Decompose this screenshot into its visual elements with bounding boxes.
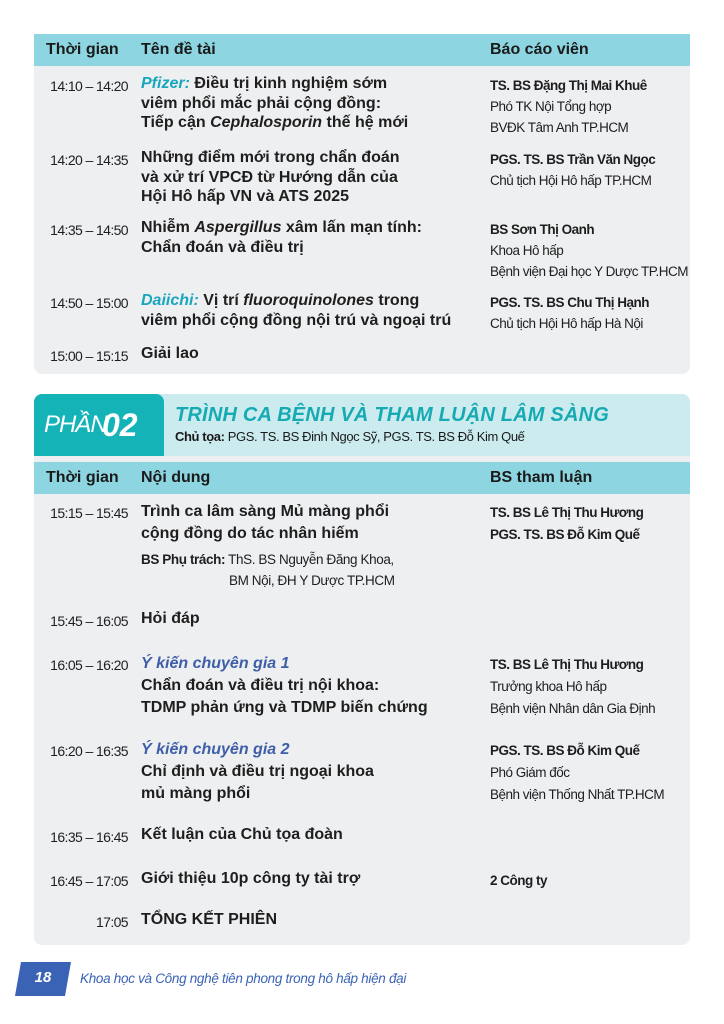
speaker-role: Chủ tịch Hội Hô hấp Hà Nội bbox=[490, 316, 643, 331]
row-speaker bbox=[490, 654, 690, 720]
topic-line: Vị trí bbox=[203, 292, 244, 309]
row-topic bbox=[141, 291, 501, 330]
speaker-org: Bệnh viện Nhân dân Gia Định bbox=[490, 701, 656, 716]
schedule-table-1 bbox=[34, 34, 690, 374]
footer-tagline: Khoa học và Công nghệ tiên phong trong hô hấp hiện đại bbox=[80, 971, 407, 986]
page-number: 18 bbox=[34, 969, 52, 986]
row-speaker bbox=[490, 740, 690, 806]
note-label: BS Phụ trách: bbox=[141, 552, 226, 567]
speaker-role: Trưởng khoa Hô hấp bbox=[490, 679, 607, 694]
row-topic bbox=[141, 910, 486, 930]
topic-line: trong bbox=[373, 292, 420, 309]
topic-line: Chỉ định và điều trị ngoại khoa bbox=[141, 763, 374, 780]
speaker-name: PGS. TS. BS Đỗ Kim Quế bbox=[490, 527, 640, 542]
speaker-name: PGS. TS. BS Chu Thị Hạnh bbox=[490, 295, 650, 310]
topic-line: Nhiễm bbox=[141, 219, 195, 236]
row-time: 17:05 bbox=[95, 914, 128, 930]
expert-label: Ý kiến chuyên gia 2 bbox=[141, 741, 290, 758]
sponsor-label: Pfizer: bbox=[141, 75, 190, 92]
speaker-name: TS. BS Lê Thị Thu Hương bbox=[490, 657, 644, 672]
speaker-name: 2 Công ty bbox=[490, 873, 548, 888]
header-time: Thời gian bbox=[46, 469, 119, 486]
topic-line: TỔNG KẾT PHIÊN bbox=[141, 911, 278, 928]
row-topic bbox=[141, 609, 486, 629]
row-time: 15:00 – 15:15 bbox=[50, 348, 128, 364]
row-time: 16:20 – 16:35 bbox=[50, 743, 128, 759]
section-number: 02 bbox=[102, 407, 138, 443]
chair-line bbox=[175, 429, 525, 444]
row-time: 16:05 – 16:20 bbox=[50, 657, 128, 673]
topic-line: Chẩn đoán và điều trị nội khoa: bbox=[141, 677, 380, 694]
topic-line: Giải lao bbox=[141, 345, 199, 362]
topic-line: cộng đồng do tác nhân hiếm bbox=[141, 525, 359, 542]
expert-label: Ý kiến chuyên gia 1 bbox=[141, 655, 290, 672]
row-time: 16:35 – 16:45 bbox=[50, 829, 128, 845]
topic-italic: fluoroquinolones bbox=[243, 292, 374, 309]
speaker-name: TS. BS Đặng Thị Mai Khuê bbox=[490, 78, 647, 93]
speaker-role: Khoa Hô hấp bbox=[490, 243, 564, 258]
responsible-note bbox=[141, 549, 486, 591]
topic-italic: Aspergillus bbox=[194, 219, 282, 236]
schedule-table-2 bbox=[34, 456, 690, 945]
topic-line: Hội Hô hấp VN và ATS 2025 bbox=[141, 188, 350, 205]
topic-line: Những điểm mới trong chẩn đoán bbox=[141, 149, 400, 166]
speaker-name: PGS. TS. BS Trần Văn Ngọc bbox=[490, 152, 656, 167]
topic-line: xâm lấn mạn tính: bbox=[281, 219, 422, 236]
row-time: 15:45 – 16:05 bbox=[50, 613, 128, 629]
speaker-org: Bệnh viện Thống Nhất TP.HCM bbox=[490, 787, 665, 802]
row-speaker bbox=[490, 219, 690, 282]
topic-line: Giới thiệu 10p công ty tài trợ bbox=[141, 870, 361, 887]
section-word: PHẦN bbox=[44, 411, 107, 438]
speaker-role: Phó TK Nội Tổng hợp bbox=[490, 99, 612, 114]
row-topic bbox=[141, 501, 486, 591]
speaker-name: PGS. TS. BS Đỗ Kim Quế bbox=[490, 743, 640, 758]
row-topic bbox=[141, 148, 486, 207]
row-topic bbox=[141, 653, 486, 719]
speaker-role: Chủ tịch Hội Hô hấp TP.HCM bbox=[490, 173, 652, 188]
topic-line: viêm phổi mắc phải cộng đồng: bbox=[141, 94, 382, 112]
topic-line: thế hệ mới bbox=[322, 114, 409, 131]
topic-line: Hỏi đáp bbox=[141, 610, 200, 627]
row-time: 14:50 – 15:00 bbox=[50, 295, 128, 311]
row-speaker bbox=[490, 149, 690, 191]
topic-line: mủ màng phổi bbox=[141, 785, 251, 802]
speaker-role: Phó Giám đốc bbox=[490, 765, 570, 780]
row-time: 15:15 – 15:45 bbox=[50, 505, 128, 521]
speaker-org: Bệnh viện Đại học Y Dược TP.HCM bbox=[490, 264, 688, 279]
topic-line: Điều trị kinh nghiệm sớm bbox=[194, 75, 388, 92]
speaker-org: BVĐK Tâm Anh TP.HCM bbox=[490, 120, 629, 135]
row-speaker bbox=[490, 502, 690, 546]
chair-names: PGS. TS. BS Đinh Ngọc Sỹ, PGS. TS. BS Đỗ Kim Quế bbox=[224, 429, 525, 444]
row-topic bbox=[141, 825, 486, 845]
topic-line: viêm phổi cộng đồng nội trú và ngoại trú bbox=[141, 311, 452, 329]
header-speaker: Báo cáo viên bbox=[490, 41, 589, 58]
row-topic bbox=[141, 344, 486, 364]
row-speaker bbox=[490, 292, 690, 334]
sponsor-label: Daiichi: bbox=[141, 292, 199, 309]
table-header bbox=[34, 462, 690, 494]
topic-line: Chẩn đoán và điều trị bbox=[141, 238, 304, 256]
section-title: TRÌNH CA BỆNH VÀ THAM LUẬN LÂM SÀNG bbox=[175, 404, 610, 426]
row-time: 14:20 – 14:35 bbox=[50, 152, 128, 168]
header-time: Thời gian bbox=[46, 41, 119, 58]
header-topic: Nội dung bbox=[141, 469, 211, 486]
topic-line: TDMP phản ứng và TDMP biến chứng bbox=[141, 699, 428, 716]
note-value-2: BM Nội, ĐH Y Dược TP.HCM bbox=[229, 573, 395, 588]
table-header bbox=[34, 34, 690, 66]
row-speaker bbox=[490, 870, 690, 891]
topic-line: và xử trí VPCĐ từ Hướng dẫn của bbox=[141, 168, 398, 186]
note-value: ThS. BS Nguyễn Đăng Khoa, bbox=[225, 552, 394, 567]
row-topic bbox=[141, 739, 486, 805]
row-topic bbox=[141, 869, 486, 889]
row-time: 16:45 – 17:05 bbox=[50, 873, 128, 889]
header-speaker: BS tham luận bbox=[490, 469, 593, 486]
speaker-name: TS. BS Lê Thị Thu Hương bbox=[490, 505, 644, 520]
topic-italic: Cephalosporin bbox=[210, 114, 323, 131]
chair-label: Chủ tọa: bbox=[175, 429, 225, 444]
header-topic: Tên đề tài bbox=[141, 41, 216, 58]
speaker-name: BS Sơn Thị Oanh bbox=[490, 222, 595, 237]
topic-line: Kết luận của Chủ tọa đoàn bbox=[141, 826, 343, 843]
topic-line: Trình ca lâm sàng Mủ màng phổi bbox=[141, 503, 390, 520]
row-topic bbox=[141, 74, 486, 133]
row-speaker bbox=[490, 75, 690, 138]
topic-line: Tiếp cận bbox=[141, 114, 211, 131]
row-time: 14:35 – 14:50 bbox=[50, 222, 128, 238]
row-topic bbox=[141, 218, 486, 257]
row-time: 14:10 – 14:20 bbox=[50, 78, 128, 94]
